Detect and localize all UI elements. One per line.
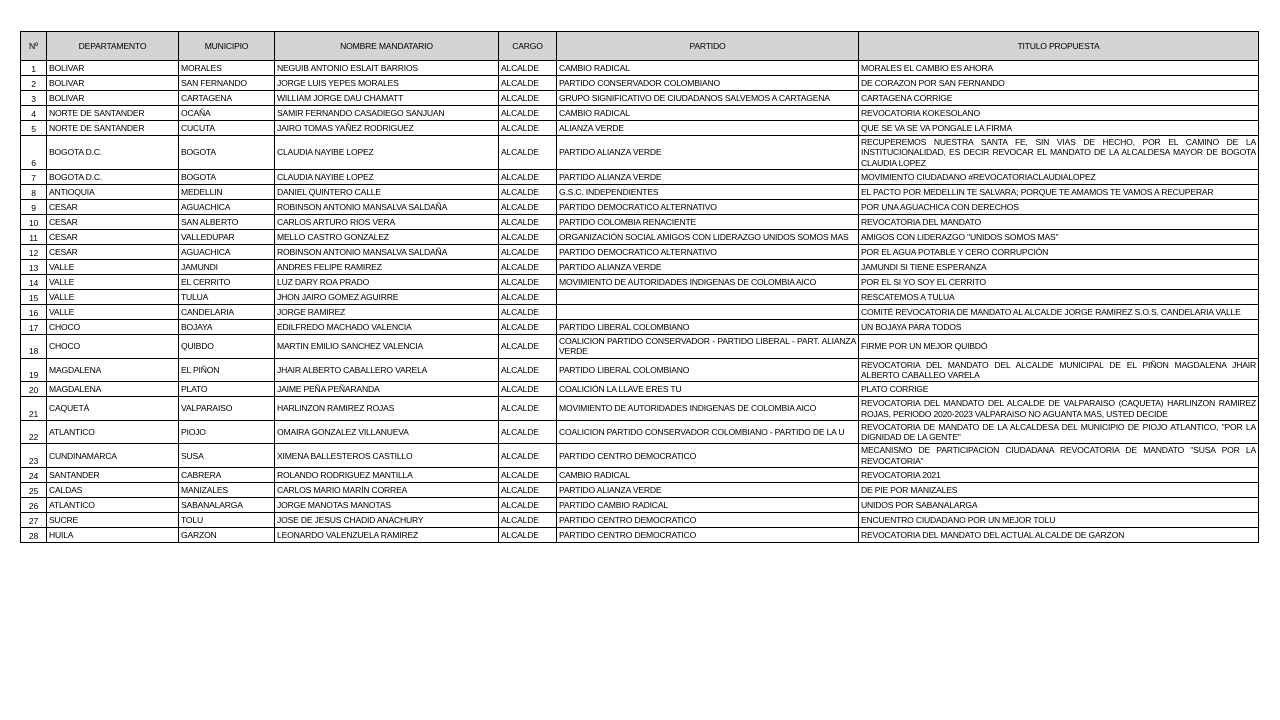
cell-col-cargo: ALCALDE: [499, 358, 557, 382]
cell-col-cargo: ALCALDE: [499, 91, 557, 106]
cell-col-nombre-mandatario: NEGUIB ANTONIO ESLAIT BARRIOS: [275, 61, 499, 76]
cell-col-nombre-mandatario: XIMENA BALLESTEROS CASTILLO: [275, 444, 499, 468]
cell-col-cargo: ALCALDE: [499, 61, 557, 76]
cell-col-municipio: BOGOTA: [179, 136, 275, 170]
cell-col-partido: COALICION PARTIDO CONSERVADOR COLOMBIANO - PARTIDO DE LA U: [557, 420, 859, 444]
cell-col-titulo-propuesta: ENCUENTRO CIUDADANO POR UN MEJOR TOLU: [859, 513, 1259, 528]
cell-col-cargo: ALCALDE: [499, 528, 557, 543]
cell-col-number: 23: [21, 444, 47, 468]
cell-col-partido: PARTIDO CENTRO DEMOCRATICO: [557, 444, 859, 468]
cell-col-departamento: CUNDINAMARCA: [47, 444, 179, 468]
table-row: [21, 244, 1259, 259]
table-row: [21, 468, 1259, 483]
cell-col-nombre-mandatario: JORGE MANOTAS MANOTAS: [275, 498, 499, 513]
cell-col-cargo: ALCALDE: [499, 304, 557, 319]
cell-col-municipio: SUSA: [179, 444, 275, 468]
table-row: [21, 304, 1259, 319]
table-row: [21, 121, 1259, 136]
cell-col-partido: PARTIDO ALIANZA VERDE: [557, 483, 859, 498]
header-col-titulo-propuesta: TITULO PROPUESTA: [859, 32, 1259, 61]
cell-col-number: 27: [21, 513, 47, 528]
cell-col-titulo-propuesta: COMITÉ REVOCATORIA DE MANDATO AL ALCALDE JORGE RAMIREZ S.O.S. CANDELARIA VALLE: [859, 304, 1259, 319]
cell-col-cargo: ALCALDE: [499, 184, 557, 199]
cell-col-titulo-propuesta: POR EL AGUA POTABLE Y CERO CORRUPCIÓN: [859, 244, 1259, 259]
cell-col-municipio: MEDELLIN: [179, 184, 275, 199]
cell-col-partido: ALIANZA VERDE: [557, 121, 859, 136]
cell-col-municipio: AGUACHICA: [179, 199, 275, 214]
table-row: [21, 498, 1259, 513]
cell-col-titulo-propuesta: MECANISMO DE PARTICIPACION CIUDADANA REVOCATORIA DE MANDATO "SUSA POR LA REVOCATORIA": [859, 444, 1259, 468]
cell-col-partido: MOVIMIENTO DE AUTORIDADES INDIGENAS DE COLOMBIA AICO: [557, 274, 859, 289]
cell-col-partido: MOVIMIENTO DE AUTORIDADES INDIGENAS DE COLOMBIA AICO: [557, 397, 859, 421]
cell-col-number: 8: [21, 184, 47, 199]
cell-col-departamento: HUILA: [47, 528, 179, 543]
cell-col-cargo: ALCALDE: [499, 259, 557, 274]
table-row: [21, 259, 1259, 274]
cell-col-nombre-mandatario: LUZ DARY ROA PRADO: [275, 274, 499, 289]
cell-col-departamento: NORTE DE SANTANDER: [47, 121, 179, 136]
cell-col-partido: PARTIDO LIBERAL COLOMBIANO: [557, 358, 859, 382]
cell-col-nombre-mandatario: WILLIAM JORGE DAU CHAMATT: [275, 91, 499, 106]
cell-col-nombre-mandatario: MARTIN EMILIO SANCHEZ VALENCIA: [275, 334, 499, 358]
header-col-partido: PARTIDO: [557, 32, 859, 61]
table-row: [21, 184, 1259, 199]
cell-col-cargo: ALCALDE: [499, 274, 557, 289]
cell-col-cargo: ALCALDE: [499, 444, 557, 468]
cell-col-nombre-mandatario: CLAUDIA NAYIBE LOPEZ: [275, 136, 499, 170]
cell-col-partido: GRUPO SIGNIFICATIVO DE CIUDADANOS SALVEMOS A CARTAGENA: [557, 91, 859, 106]
cell-col-titulo-propuesta: PLATO CORRIGE: [859, 382, 1259, 397]
cell-col-number: 14: [21, 274, 47, 289]
cell-col-municipio: VALPARAISO: [179, 397, 275, 421]
cell-col-titulo-propuesta: UN BOJAYA PARA TODOS: [859, 319, 1259, 334]
table-row: [21, 199, 1259, 214]
cell-col-departamento: MAGDALENA: [47, 358, 179, 382]
cell-col-partido: PARTIDO DEMOCRATICO ALTERNATIVO: [557, 244, 859, 259]
cell-col-titulo-propuesta: UNIDOS POR SABANALARGA: [859, 498, 1259, 513]
cell-col-number: 9: [21, 199, 47, 214]
cell-col-partido: CAMBIO RADICAL: [557, 61, 859, 76]
document-page: [20, 31, 1258, 543]
cell-col-titulo-propuesta: EL PACTO POR MEDELLIN TE SALVARA; PORQUE TE AMAMOS TE VAMOS A RECUPERAR: [859, 184, 1259, 199]
cell-col-departamento: BOGOTA D.C.: [47, 136, 179, 170]
cell-col-titulo-propuesta: RECUPEREMOS NUESTRA SANTA FE, SIN VIAS DE HECHO, POR EL CAMINO DE LA INSTITUCIONALIDAD, ES DECIR REVOCAR EL MANDATO DE LA ALCALDESA MAYOR DE BOGOTA CLAUDIA LOPEZ: [859, 136, 1259, 170]
cell-col-number: 24: [21, 468, 47, 483]
cell-col-departamento: CESAR: [47, 199, 179, 214]
cell-col-number: 11: [21, 229, 47, 244]
cell-col-municipio: CABRERA: [179, 468, 275, 483]
cell-col-number: 26: [21, 498, 47, 513]
cell-col-number: 20: [21, 382, 47, 397]
cell-col-titulo-propuesta: REVOCATORIA DEL MANDATO DEL ALCALDE DE VALPARAISO (CAQUETA) HARLINZON RAMIREZ ROJAS, PERIODO 2020-2023 VALPARAISO NO AGUANTA MAS, USTED DECIDE: [859, 397, 1259, 421]
cell-col-number: 3: [21, 91, 47, 106]
cell-col-number: 17: [21, 319, 47, 334]
cell-col-municipio: BOJAYA: [179, 319, 275, 334]
cell-col-nombre-mandatario: ROBINSON ANTONIO MANSALVA SALDAÑA: [275, 199, 499, 214]
cell-col-departamento: ATLANTICO: [47, 420, 179, 444]
cell-col-departamento: SANTANDER: [47, 468, 179, 483]
cell-col-departamento: NORTE DE SANTANDER: [47, 106, 179, 121]
cell-col-departamento: CHOCO: [47, 319, 179, 334]
cell-col-partido: COALICION PARTIDO CONSERVADOR - PARTIDO LIBERAL - PART. ALIANZA VERDE: [557, 334, 859, 358]
cell-col-partido: PARTIDO CENTRO DEMOCRATICO: [557, 528, 859, 543]
cell-col-nombre-mandatario: DANIEL QUINTERO CALLE: [275, 184, 499, 199]
table-row: [21, 528, 1259, 543]
cell-col-departamento: BOGOTA D.C.: [47, 169, 179, 184]
cell-col-titulo-propuesta: FIRME POR UN MEJOR QUIBDÓ: [859, 334, 1259, 358]
cell-col-number: 7: [21, 169, 47, 184]
cell-col-cargo: ALCALDE: [499, 169, 557, 184]
cell-col-nombre-mandatario: CARLOS ARTURO RIOS VERA: [275, 214, 499, 229]
cell-col-titulo-propuesta: MOVIMIENTO CIUDADANO #REVOCATORIACLAUDIALOPEZ: [859, 169, 1259, 184]
cell-col-nombre-mandatario: OMAIRA GONZALEZ VILLANUEVA: [275, 420, 499, 444]
cell-col-partido: PARTIDO DEMOCRATICO ALTERNATIVO: [557, 199, 859, 214]
cell-col-partido: PARTIDO CONSERVADOR COLOMBIANO: [557, 76, 859, 91]
cell-col-number: 15: [21, 289, 47, 304]
cell-col-partido: G.S.C. INDEPENDIENTES: [557, 184, 859, 199]
cell-col-titulo-propuesta: REVOCATORIA DEL MANDATO DEL ALCALDE MUNICIPAL DE EL PIÑON MAGDALENA JHAIR ALBERTO CABALLEO VARELA: [859, 358, 1259, 382]
cell-col-cargo: ALCALDE: [499, 319, 557, 334]
cell-col-departamento: BOLIVAR: [47, 61, 179, 76]
cell-col-departamento: CALDAS: [47, 483, 179, 498]
cell-col-cargo: ALCALDE: [499, 121, 557, 136]
table-row: [21, 136, 1259, 170]
cell-col-cargo: ALCALDE: [499, 382, 557, 397]
cell-col-partido: CAMBIO RADICAL: [557, 106, 859, 121]
cell-col-nombre-mandatario: SAMIR FERNANDO CASADIEGO SANJUAN: [275, 106, 499, 121]
table-row: [21, 483, 1259, 498]
cell-col-number: 12: [21, 244, 47, 259]
cell-col-number: 4: [21, 106, 47, 121]
cell-col-number: 22: [21, 420, 47, 444]
cell-col-partido: CAMBIO RADICAL: [557, 468, 859, 483]
cell-col-nombre-mandatario: ROBINSON ANTONIO MANSALVA SALDAÑA: [275, 244, 499, 259]
cell-col-departamento: CESAR: [47, 229, 179, 244]
table-row: [21, 513, 1259, 528]
table-row: [21, 358, 1259, 382]
cell-col-titulo-propuesta: REVOCATORIA 2021: [859, 468, 1259, 483]
cell-col-titulo-propuesta: REVOCATORIA DEL MANDATO: [859, 214, 1259, 229]
cell-col-partido: PARTIDO CAMBIO RADICAL: [557, 498, 859, 513]
cell-col-partido: COALICIÓN LA LLAVE ERES TU: [557, 382, 859, 397]
cell-col-cargo: ALCALDE: [499, 289, 557, 304]
cell-col-cargo: ALCALDE: [499, 498, 557, 513]
table-header-row: [21, 32, 1259, 61]
cell-col-number: 1: [21, 61, 47, 76]
cell-col-number: 28: [21, 528, 47, 543]
cell-col-cargo: ALCALDE: [499, 199, 557, 214]
cell-col-partido: PARTIDO CENTRO DEMOCRATICO: [557, 513, 859, 528]
header-col-cargo: CARGO: [499, 32, 557, 61]
cell-col-number: 13: [21, 259, 47, 274]
cell-col-municipio: MORALES: [179, 61, 275, 76]
cell-col-cargo: ALCALDE: [499, 136, 557, 170]
cell-col-municipio: PIOJO: [179, 420, 275, 444]
cell-col-number: 5: [21, 121, 47, 136]
cell-col-departamento: VALLE: [47, 289, 179, 304]
cell-col-municipio: TULUA: [179, 289, 275, 304]
cell-col-nombre-mandatario: JAIRO TOMAS YAÑEZ RODRIGUEZ: [275, 121, 499, 136]
cell-col-number: 25: [21, 483, 47, 498]
cell-col-partido: PARTIDO ALIANZA VERDE: [557, 259, 859, 274]
cell-col-number: 2: [21, 76, 47, 91]
cell-col-municipio: SABANALARGA: [179, 498, 275, 513]
cell-col-municipio: EL CERRITO: [179, 274, 275, 289]
cell-col-cargo: ALCALDE: [499, 513, 557, 528]
cell-col-departamento: VALLE: [47, 274, 179, 289]
cell-col-number: 10: [21, 214, 47, 229]
table-row: [21, 420, 1259, 444]
cell-col-cargo: ALCALDE: [499, 468, 557, 483]
table-row: [21, 106, 1259, 121]
cell-col-nombre-mandatario: JORGE RAMIREZ: [275, 304, 499, 319]
cell-col-titulo-propuesta: AMIGOS CON LIDERAZGO "UNIDOS SOMOS MAS": [859, 229, 1259, 244]
table-row: [21, 319, 1259, 334]
cell-col-partido: [557, 289, 859, 304]
cell-col-municipio: JAMUNDI: [179, 259, 275, 274]
cell-col-municipio: SAN FERNANDO: [179, 76, 275, 91]
cell-col-partido: [557, 304, 859, 319]
cell-col-departamento: ANTIOQUIA: [47, 184, 179, 199]
revocatoria-table: [20, 31, 1259, 543]
cell-col-titulo-propuesta: REVOCATORIA KOKESOLANO: [859, 106, 1259, 121]
cell-col-number: 21: [21, 397, 47, 421]
cell-col-cargo: ALCALDE: [499, 334, 557, 358]
cell-col-municipio: CARTAGENA: [179, 91, 275, 106]
cell-col-nombre-mandatario: LEONARDO VALENZUELA RAMIREZ: [275, 528, 499, 543]
cell-col-departamento: MAGDALENA: [47, 382, 179, 397]
cell-col-titulo-propuesta: CARTAGENA CORRIGE: [859, 91, 1259, 106]
table-row: [21, 289, 1259, 304]
cell-col-cargo: ALCALDE: [499, 483, 557, 498]
cell-col-departamento: SUCRE: [47, 513, 179, 528]
cell-col-departamento: CAQUETÁ: [47, 397, 179, 421]
cell-col-titulo-propuesta: POR UNA AGUACHICA CON DERECHOS: [859, 199, 1259, 214]
cell-col-nombre-mandatario: JOSE DE JESUS CHADID ANACHURY: [275, 513, 499, 528]
cell-col-titulo-propuesta: REVOCATORIA DE MANDATO DE LA ALCALDESA DEL MUNICIPIO DE PIOJO ATLANTICO, "POR LA DIGNIDAD DE LA GENTE": [859, 420, 1259, 444]
cell-col-partido: ORGANIZACIÓN SOCIAL AMIGOS CON LIDERAZGO UNIDOS SOMOS MAS: [557, 229, 859, 244]
cell-col-partido: PARTIDO ALIANZA VERDE: [557, 136, 859, 170]
cell-col-nombre-mandatario: CLAUDIA NAYIBE LOPEZ: [275, 169, 499, 184]
cell-col-nombre-mandatario: ANDRES FELIPE RAMIREZ: [275, 259, 499, 274]
cell-col-cargo: ALCALDE: [499, 214, 557, 229]
cell-col-cargo: ALCALDE: [499, 229, 557, 244]
cell-col-number: 16: [21, 304, 47, 319]
cell-col-departamento: CESAR: [47, 244, 179, 259]
cell-col-nombre-mandatario: JAIME PEÑA PEÑARANDA: [275, 382, 499, 397]
table-row: [21, 444, 1259, 468]
table-row: [21, 169, 1259, 184]
cell-col-nombre-mandatario: MELLO CASTRO GONZALEZ: [275, 229, 499, 244]
cell-col-number: 18: [21, 334, 47, 358]
cell-col-titulo-propuesta: DE PIE POR MANIZALES: [859, 483, 1259, 498]
cell-col-municipio: QUIBDO: [179, 334, 275, 358]
cell-col-titulo-propuesta: POR EL SI YO SOY EL CERRITO: [859, 274, 1259, 289]
cell-col-number: 6: [21, 136, 47, 170]
cell-col-titulo-propuesta: RESCATEMOS A TULUA: [859, 289, 1259, 304]
header-col-departamento: DEPARTAMENTO: [47, 32, 179, 61]
cell-col-municipio: TOLU: [179, 513, 275, 528]
table-row: [21, 334, 1259, 358]
cell-col-cargo: ALCALDE: [499, 397, 557, 421]
cell-col-departamento: ATLANTICO: [47, 498, 179, 513]
cell-col-departamento: VALLE: [47, 304, 179, 319]
header-col-number: Nº: [21, 32, 47, 61]
cell-col-titulo-propuesta: JAMUNDI SI TIENE ESPERANZA: [859, 259, 1259, 274]
table-row: [21, 274, 1259, 289]
cell-col-nombre-mandatario: ROLANDO RODRIGUEZ MANTILLA: [275, 468, 499, 483]
cell-col-nombre-mandatario: CARLOS MARIO MARÍN CORREA: [275, 483, 499, 498]
cell-col-municipio: OCAÑA: [179, 106, 275, 121]
table-row: [21, 76, 1259, 91]
cell-col-number: 19: [21, 358, 47, 382]
cell-col-nombre-mandatario: EDILFREDO MACHADO VALENCIA: [275, 319, 499, 334]
table-row: [21, 91, 1259, 106]
table-row: [21, 61, 1259, 76]
cell-col-municipio: GARZON: [179, 528, 275, 543]
cell-col-nombre-mandatario: HARLINZON RAMIREZ ROJAS: [275, 397, 499, 421]
header-col-nombre-mandatario: NOMBRE MANDATARIO: [275, 32, 499, 61]
cell-col-cargo: ALCALDE: [499, 244, 557, 259]
header-col-municipio: MUNICIPIO: [179, 32, 275, 61]
cell-col-titulo-propuesta: DE CORAZON POR SAN FERNANDO: [859, 76, 1259, 91]
cell-col-municipio: MANIZALES: [179, 483, 275, 498]
cell-col-departamento: VALLE: [47, 259, 179, 274]
table-body: [21, 61, 1259, 543]
cell-col-cargo: ALCALDE: [499, 76, 557, 91]
table-row: [21, 382, 1259, 397]
cell-col-partido: PARTIDO ALIANZA VERDE: [557, 169, 859, 184]
cell-col-departamento: CHOCO: [47, 334, 179, 358]
cell-col-partido: PARTIDO COLOMBIA RENACIENTE: [557, 214, 859, 229]
table-row: [21, 229, 1259, 244]
cell-col-titulo-propuesta: MORALES EL CAMBIO ES AHORA: [859, 61, 1259, 76]
cell-col-departamento: CESAR: [47, 214, 179, 229]
cell-col-titulo-propuesta: QUE SE VA SE VA PONGALE LA FIRMA: [859, 121, 1259, 136]
table-row: [21, 214, 1259, 229]
cell-col-municipio: CUCUTA: [179, 121, 275, 136]
cell-col-cargo: ALCALDE: [499, 420, 557, 444]
cell-col-departamento: BOLIVAR: [47, 76, 179, 91]
cell-col-municipio: AGUACHICA: [179, 244, 275, 259]
cell-col-nombre-mandatario: JORGE LUIS YEPES MORALES: [275, 76, 499, 91]
cell-col-municipio: CANDELARIA: [179, 304, 275, 319]
cell-col-municipio: BOGOTA: [179, 169, 275, 184]
cell-col-municipio: SAN ALBERTO: [179, 214, 275, 229]
cell-col-municipio: VALLEDUPAR: [179, 229, 275, 244]
cell-col-municipio: EL PIÑON: [179, 358, 275, 382]
cell-col-departamento: BOLIVAR: [47, 91, 179, 106]
table-row: [21, 397, 1259, 421]
cell-col-municipio: PLATO: [179, 382, 275, 397]
cell-col-nombre-mandatario: JHON JAIRO GOMEZ AGUIRRE: [275, 289, 499, 304]
cell-col-partido: PARTIDO LIBERAL COLOMBIANO: [557, 319, 859, 334]
cell-col-cargo: ALCALDE: [499, 106, 557, 121]
cell-col-titulo-propuesta: REVOCATORIA DEL MANDATO DEL ACTUAL ALCALDE DE GARZON: [859, 528, 1259, 543]
cell-col-nombre-mandatario: JHAIR ALBERTO CABALLERO VARELA: [275, 358, 499, 382]
